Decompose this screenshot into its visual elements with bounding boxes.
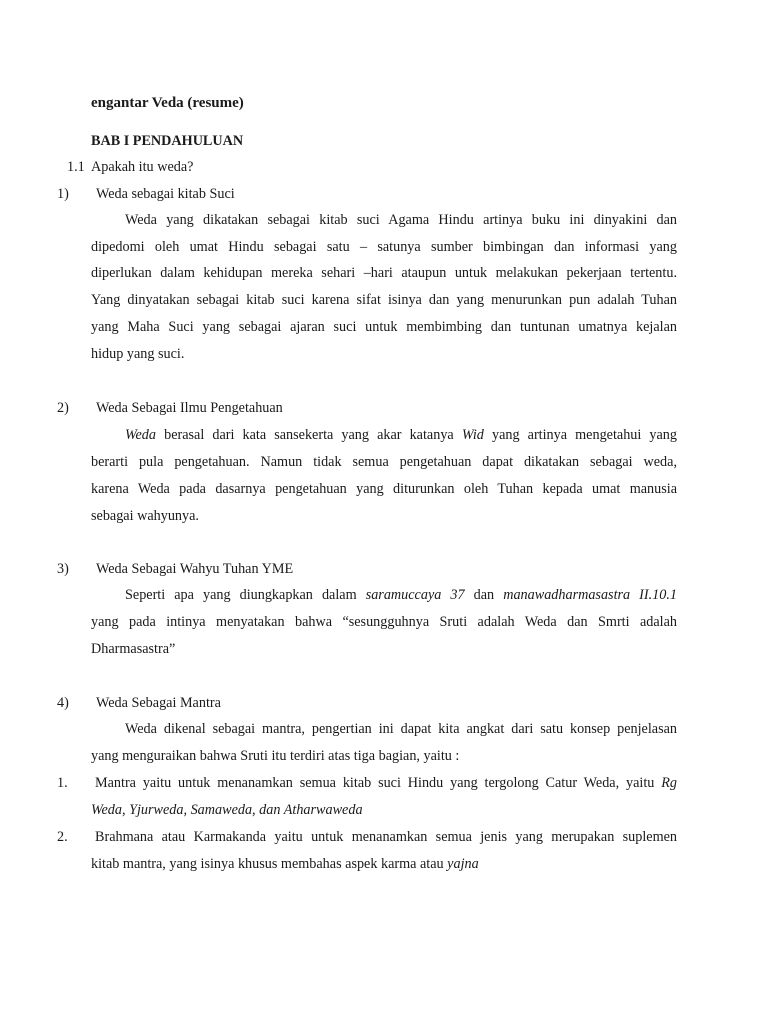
paragraph-line [95, 774, 677, 792]
sublist-number: 1. [57, 775, 68, 791]
paragraph-line: hidup yang suci. [91, 346, 185, 362]
paragraph-line: Dharmasastra” [91, 641, 176, 657]
italic-term: Weda [125, 427, 156, 443]
paragraph-line: Weda, Yjurweda, Samaweda, dan Atharwaweda [91, 802, 363, 818]
paragraph-line: dipedomi oleh umat Hindu sebagai satu – satunya sumber bimbingan dan informasi yang [91, 239, 677, 255]
paragraph-line: Weda yang dikatakan sebagai kitab suci Agama Hindu artinya buku ini dinyakini dan [125, 212, 677, 228]
item-heading: Weda Sebagai Ilmu Pengetahuan [96, 400, 283, 416]
paragraph-line: yang pada intinya menyatakan bahwa “sesungguhnya Sruti adalah Weda dan Smrti adalah [91, 614, 677, 630]
paragraph-line [125, 586, 677, 604]
chapter-heading: BAB I PENDAHULUAN [91, 133, 244, 149]
paragraph-line: Yang dinyatakan sebagai kitab suci karena sifat isinya dan yang menurunkan pun adalah Tuhan [91, 292, 677, 308]
italic-term: saramuccaya 37 [365, 587, 465, 603]
section-number: 1.1 [67, 159, 85, 175]
paragraph-line: Weda dikenal sebagai mantra, pengertian ini dapat kita angkat dari satu konsep penjelasan [125, 721, 677, 737]
paragraph-line: yang Maha Suci yang sebagai ajaran suci untuk membimbing dan tuntunan umatnya kejalan [91, 319, 677, 335]
text-run: Seperti apa yang diungkapkan dalam [125, 587, 366, 603]
section-heading: Apakah itu weda? [91, 159, 194, 175]
text-run: berasal dari kata sansekerta yang akar katanya [156, 427, 462, 443]
paragraph-line [125, 426, 677, 444]
paragraph-line: karena Weda pada dasarnya pengetahuan yang diturunkan oleh Tuhan kepada umat manusia [91, 481, 677, 497]
item-heading: Weda sebagai kitab Suci [96, 186, 235, 202]
item-number: 3) [57, 561, 69, 577]
sublist-number: 2. [57, 829, 68, 845]
item-number: 2) [57, 400, 69, 416]
item-number: 4) [57, 695, 69, 711]
document-title: engantar Veda (resume) [91, 95, 244, 111]
italic-term: Wid [461, 427, 484, 443]
text-run: kitab mantra, yang isinya khusus membahas aspek karma atau [91, 856, 448, 872]
paragraph-line: yang menguraikan bahwa Sruti itu terdiri atas tiga bagian, yaitu : [91, 748, 460, 764]
item-heading: Weda Sebagai Wahyu Tuhan YME [96, 561, 294, 577]
item-heading: Weda Sebagai Mantra [96, 695, 221, 711]
text-run: Mantra yaitu untuk menanamkan semua kitab suci Hindu yang tergolong Catur Weda, yaitu [95, 775, 662, 791]
italic-term: yajna [447, 856, 479, 872]
paragraph-line: berarti pula pengetahuan. Namun tidak semua pengetahuan dapat dikatakan sebagai weda, [91, 454, 677, 470]
paragraph-line: Brahmana atau Karmakanda yaitu untuk menanamkan semua jenis yang merupakan suplemen [95, 829, 677, 845]
paragraph-line: sebagai wahyunya. [91, 508, 199, 524]
item-number: 1) [57, 186, 69, 202]
paragraph-line: diperlukan dalam kehidupan mereka sehari –hari ataupun untuk melakukan pekerjaan tertentu. [91, 265, 677, 281]
paragraph-line [91, 855, 479, 873]
text-run: yang artinya mengetahui yang [483, 427, 677, 443]
italic-term: manawadharmasastra II.10.1 [503, 587, 678, 603]
italic-term: Rg [661, 775, 677, 791]
text-run: dan [464, 587, 504, 603]
